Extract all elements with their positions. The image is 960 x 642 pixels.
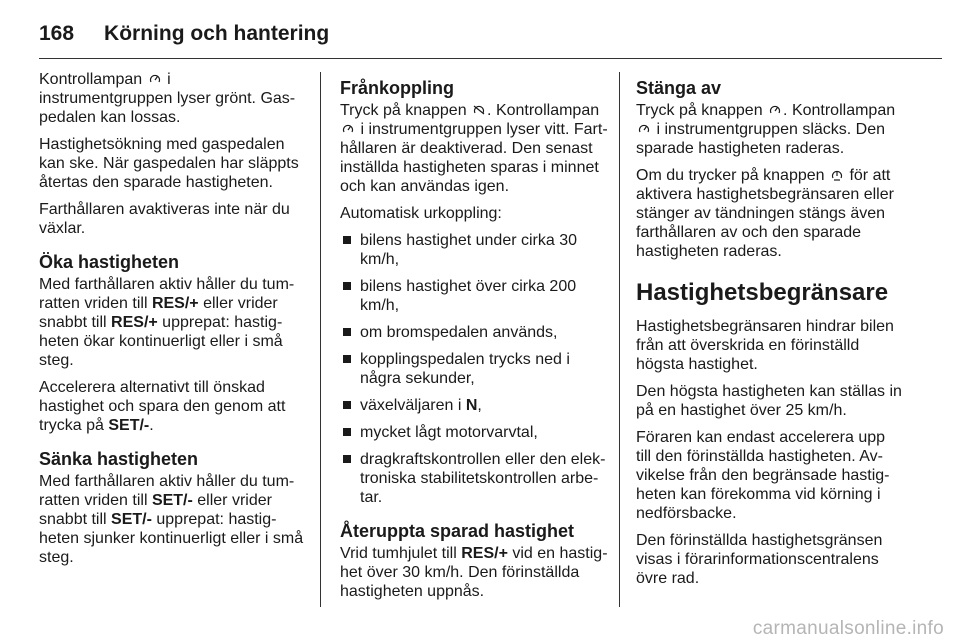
key-label: RES/+ [461, 545, 508, 562]
heading-hastighetsbegransare: Hastighetsbegränsare [636, 279, 889, 306]
list-item: bilens hastighet över cirka 200 km/h, [340, 277, 608, 315]
heading-frankoppling: Frånkoppling [340, 78, 454, 98]
paragraph: Om du trycker på knappen för att aktivera hastighetsbegränsaren eller stänger av tändningen stängs även farthållaren av och den sparade hastigheten raderas. [636, 167, 894, 260]
paragraph: Den högsta hastigheten kan ställas in på en hastighet över 25 km/h. [636, 383, 902, 419]
key-label: RES/+ [111, 314, 158, 331]
paragraph: Vrid tumhjulet till RES/+ vid en hastighet över 30 km/h. Den förinställda hastigheten uppnås. [340, 545, 608, 600]
page-header [39, 14, 329, 54]
speed-limiter-icon [831, 169, 843, 181]
list-item: bilens hastighet under cirka 30 km/h, [340, 231, 608, 269]
watermark: carmanualsonline.info [752, 618, 944, 639]
list-item: dragkraftskontrollen eller den elektroniska stabilitetskontrollen arbetar. [340, 450, 608, 507]
paragraph: Tryck på knappen . Kontrollampan i instrumentgruppen lyser vitt. Farthållaren är deaktiverad. Den senast inställda hastigheten sparas i minnet och kan användas igen. [340, 102, 608, 195]
paragraph: Föraren kan endast accelerera upp till den förinställda hastigheten. Avvikelse från den begränsade hastigheten kan förekomma vid körning i nedförsbacke. [636, 429, 890, 522]
heading-stanga-av: Stänga av [636, 78, 722, 98]
list-item: om bromspedalen används, [340, 323, 608, 342]
heading-ateruppta: Återuppta sparad hastighet [340, 521, 575, 541]
paragraph: Hastighetsökning med gaspedalen kan ske. När gaspedalen har släppts återtas den sparade hastigheten. [39, 136, 299, 191]
cruise-control-icon [149, 73, 161, 85]
key-label: SET/- [151, 492, 193, 509]
paragraph: Accelerera alternativt till önskad hastighet och spara den genom att trycka på SET/-. [39, 379, 286, 434]
paragraph: Med farthållaren aktiv håller du tumratten vriden till SET/- eller vrider snabbt till SET/- upprepat: hastigheten sjunker kontinuerligt eller i små steg. [39, 473, 304, 566]
paragraph: Farthållaren avaktiveras inte när du växlar. [39, 201, 290, 237]
heading-oka-hastigheten: Öka hastigheten [39, 252, 180, 272]
paragraph: Kontrollampan i instrumentgruppen lyser grönt. Gaspedalen kan lossas. [39, 71, 296, 126]
header-rule [39, 58, 942, 59]
key-label: RES/+ [151, 295, 199, 312]
column-2 [340, 70, 608, 609]
column-1 [39, 70, 307, 575]
key-label: SET/- [108, 417, 150, 434]
column-3 [636, 70, 904, 596]
paragraph: Automatisk urkoppling: [340, 205, 502, 222]
heading-sanka-hastigheten: Sänka hastigheten [39, 449, 199, 469]
cruise-cancel-icon [473, 104, 485, 116]
disengage-list [340, 231, 608, 507]
paragraph: Den förinställda hastighetsgränsen visas i förarinformationscentralens övre rad. [636, 532, 883, 587]
paragraph: Med farthållaren aktiv håller du tumratten vriden till RES/+ eller vrider snabbt till RES/+ upprepat: hastigheten ökar kontinuerligt eller i små steg. [39, 276, 295, 369]
page-number: 168 [39, 22, 75, 45]
paragraph: Tryck på knappen . Kontrollampan i instrumentgruppen släcks. Den sparade hastigheten raderas. [636, 102, 896, 157]
list-item: växelväljaren i N, [340, 396, 608, 415]
cruise-control-icon [638, 123, 650, 135]
cruise-control-icon [769, 104, 781, 116]
column-divider-1 [320, 72, 321, 607]
list-item: kopplingspedalen trycks ned i några sekunder, [340, 350, 608, 388]
chapter-title: Körning och hantering [104, 22, 330, 45]
column-divider-2 [619, 72, 620, 607]
cruise-control-icon [342, 123, 354, 135]
key-label: SET/- [111, 511, 152, 528]
list-item: mycket lågt motorvarvtal, [340, 423, 608, 442]
paragraph: Hastighetsbegränsaren hindrar bilen från att överskrida en förinställd högsta hastighet. [636, 318, 894, 373]
